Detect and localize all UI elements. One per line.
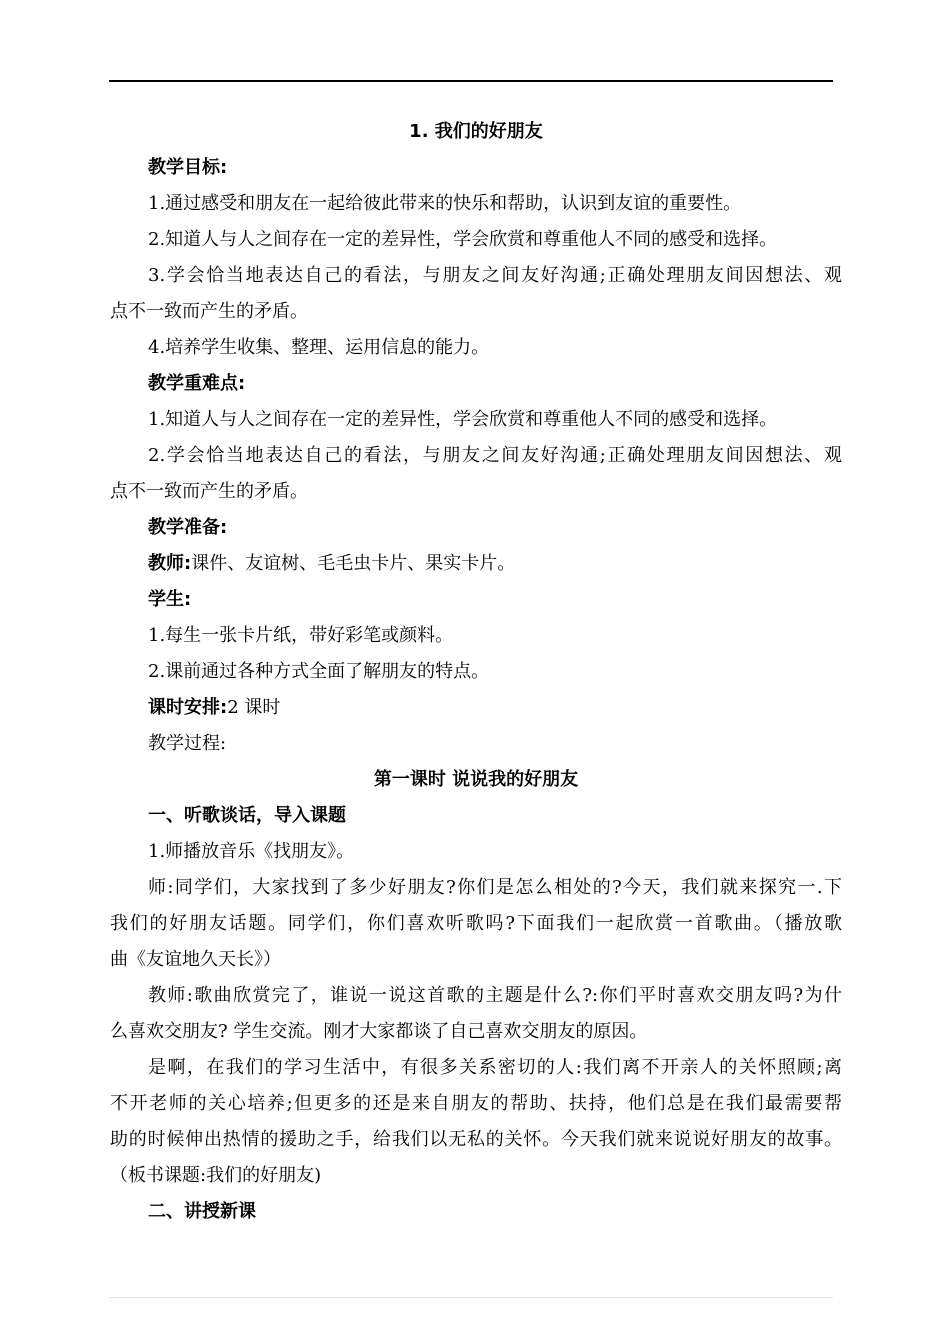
objective-item: 3.学会恰当地表达自己的看法，与朋友之间友好沟通;正确处理朋友间因想法、观: [148, 265, 842, 286]
preparation-heading: 教学准备:: [148, 517, 228, 538]
document-body: [110, 114, 842, 1230]
objectives-heading: 教学目标:: [148, 157, 228, 178]
document-title: 1. 我们的好朋友: [409, 121, 543, 142]
schedule-value: 2 课时: [227, 697, 281, 718]
key-points-heading: 教学重难点:: [148, 373, 246, 394]
objective-item-continuation: 点不一致而产生的矛盾。: [110, 301, 308, 322]
teacher-label: 教师:: [148, 553, 192, 574]
lesson1-title: 第一课时 说说我的好朋友: [373, 769, 579, 790]
footer-rule: [109, 1297, 833, 1298]
key-point-item: 1.知道人与人之间存在一定的差异性，学会欣赏和尊重他人不同的感受和选择。: [148, 409, 778, 430]
paragraph-line: 么喜欢交朋友? 学生交流。刚才大家都谈了自己喜欢交朋友的原因。: [110, 1021, 648, 1042]
objective-item: 2.知道人与人之间存在一定的差异性，学会欣赏和尊重他人不同的感受和选择。: [148, 229, 778, 250]
paragraph-line: 我们的好朋友话题。同学们，你们喜欢听歌吗?下面我们一起欣赏一首歌曲。（播放歌: [110, 913, 842, 934]
schedule: [110, 690, 842, 726]
section2-heading: 二、讲授新课: [148, 1201, 256, 1222]
student-label: 学生:: [148, 589, 192, 610]
paragraph-line: 教师:歌曲欣赏完了，谁说一说这首歌的主题是什么?:你们平时喜欢交朋友吗?为什: [148, 985, 842, 1006]
paragraph-line: 曲《友谊地久天长》）: [110, 949, 281, 970]
paragraph-line: 助的时候伸出热情的援助之手，给我们以无私的关怀。今天我们就来说说好朋友的故事。: [110, 1129, 842, 1150]
header-rule: [109, 80, 833, 82]
paragraph-line: 不开老师的关心培养;但更多的还是来自朋友的帮助、扶持，他们总是在我们最需要帮: [110, 1093, 842, 1114]
teacher-preparation: [110, 546, 842, 582]
teacher-text: 课件、友谊树、毛毛虫卡片、果实卡片。: [191, 553, 516, 574]
paragraph-line: 师:同学们，大家找到了多少好朋友?你们是怎么相处的?今天，我们就来探究一.下: [148, 877, 842, 898]
student-item: 1.每生一张卡片纸，带好彩笔或颜料。: [148, 625, 454, 646]
key-point-item: 2.学会恰当地表达自己的看法，与朋友之间友好沟通;正确处理朋友间因想法、观: [148, 445, 842, 466]
paragraph-line: 是啊，在我们的学习生活中，有很多关系密切的人:我们离不开亲人的关怀照顾;离: [148, 1057, 842, 1078]
section1-heading: 一、听歌谈话，导入课题: [148, 805, 346, 826]
objective-item: 4.培养学生收集、整理、运用信息的能力。: [148, 337, 490, 358]
objective-item: 1.通过感受和朋友在一起给彼此带来的快乐和帮助，认识到友谊的重要性。: [148, 193, 742, 214]
student-item: 2.课前通过各种方式全面了解朋友的特点。: [148, 661, 490, 682]
paragraph-line: （板书课题:我们的好朋友): [110, 1165, 322, 1186]
key-point-item-continuation: 点不一致而产生的矛盾。: [110, 481, 308, 502]
process-label: 教学过程:: [148, 733, 227, 754]
schedule-label: 课时安排:: [148, 697, 228, 718]
step1: 1.师播放音乐《找朋友》。: [148, 841, 355, 862]
